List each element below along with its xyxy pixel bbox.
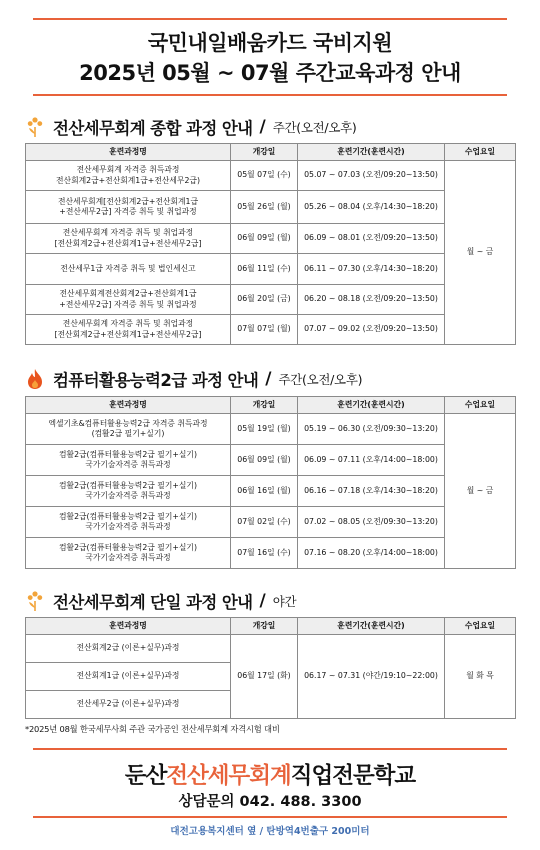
footer-bottom-divider [33,816,507,818]
start-date: 06월 09일 (월) [231,445,298,476]
start-date: 05월 26일 (월) [231,191,298,224]
flower-icon [25,590,45,612]
column-header: 수업요일 [445,618,516,635]
column-header: 훈련기간(훈련시간) [298,397,445,414]
school-name [0,758,540,790]
contact-phone: 상담문의 042. 488. 3300 [178,794,362,810]
start-date: 06월 16일 (월) [231,476,298,507]
section2-heading [25,367,362,391]
address: 대전고용복지센터 옆 / 탄방역4번출구 200미터 [170,826,370,837]
column-header: 개강일 [231,618,298,635]
period: 06.20 ~ 08.18 (오전/09:20~13:50) [298,285,445,315]
section1-slash: / [259,117,266,137]
period: 07.02 ~ 08.05 (오전/09:30~13:20) [298,507,445,538]
school-name-prefix: 둔산 [124,763,167,789]
school-name-accent: 전산세무회계 [166,763,291,789]
table-header-row [26,618,516,635]
section3-slash: / [259,591,266,611]
column-header: 수업요일 [445,144,516,161]
start-date: 05월 19일 (월) [231,414,298,445]
course-name: 전산세무2급 (이론+실무)과정 [26,691,231,719]
column-header: 수업요일 [445,397,516,414]
course-name: 엑셀기초&컴퓨터활용능력2급 자격증 취득과정 (컴활2급 필기+실기) [48,418,208,438]
period: 06.11 ~ 07.30 (오후/14:30~18:20) [298,254,445,285]
course-name: 컴활2급(컴퓨터활용능력2급 필기+실기) 국가기술자격증 취득과정 [59,511,197,531]
period: 06.16 ~ 07.18 (오후/14:30~18:20) [298,476,445,507]
course-name: 컴활2급(컴퓨터활용능력2급 필기+실기) 국가기술자격증 취득과정 [59,542,197,562]
footnote: *2025년 08월 한국세무사회 주관 국가공인 전산세무회계 자격시험 대비 [25,724,280,734]
course-name: 전산세무회계전산회계2급+전산회계1급 +전산세무2급] 자격증 취득 및 취업과정 [59,289,197,309]
column-header: 훈련기간(훈련시간) [298,618,445,635]
class-days: 월 ~ 금 [445,161,516,345]
class-days: 월 ~ 금 [445,414,516,569]
title-divider [33,94,507,96]
start-date: 07월 02일 (수) [231,507,298,538]
page-title-line2: 2025년 05월 ~ 07월 주간교육과정 안내 [79,61,461,85]
page-title-line1: 국민내일배움카드 국비지원 [147,31,393,55]
section2-subtitle: 주간(오전/오후) [278,372,363,387]
section3-title: 전산세무회계 단일 과정 안내 [53,593,253,612]
class-days: 월 화 목 [445,635,516,719]
column-header: 훈련과정명 [26,618,231,635]
section2-slash: / [265,369,272,389]
course-name: 컴활2급(컴퓨터활용능력2급 필기+실기) 국가기술자격증 취득과정 [59,449,197,469]
period: 07.07 ~ 09.02 (오전/09:20~13:50) [298,315,445,345]
column-header: 훈련과정명 [26,397,231,414]
school-name-suffix: 직업전문학교 [290,763,416,789]
column-header: 훈련과정명 [26,144,231,161]
table-row [26,191,516,224]
course-name: 컴활2급(컴퓨터활용능력2급 필기+실기) 국가기술자격증 취득과정 [59,480,197,500]
section1-title: 전산세무회계 종합 과정 안내 [53,119,253,138]
period: 05.19 ~ 06.30 (오전/09:30~13:20) [298,414,445,445]
start-date: 07월 07일 (월) [231,315,298,345]
table-row [26,414,516,445]
start-date: 05월 07일 (수) [231,161,298,191]
footer-top-divider [33,748,507,750]
section1-table [25,143,516,345]
course-name: 전산세무회계 자격증 취득 및 취업과정 [전산회계2급+전산회계1급+전산세무2급] [54,228,202,248]
start-date: 06월 09일 (월) [231,224,298,254]
table-row [26,635,516,663]
section1-subtitle: 주간(오전/오후) [272,120,357,135]
section2-title: 컴퓨터활용능력2급 과정 안내 [53,371,259,390]
period: 07.16 ~ 08.20 (오후/14:00~18:00) [298,538,445,569]
table-row [26,507,516,538]
section3-heading [25,589,296,613]
column-header: 개강일 [231,397,298,414]
section3-subtitle: 야간 [272,594,297,609]
table-header-row [26,144,516,161]
start-date: 06월 20일 (금) [231,285,298,315]
flame-icon [25,368,45,390]
table-row [26,445,516,476]
period: 06.09 ~ 07.11 (오후/14:00~18:00) [298,445,445,476]
table-row [26,254,516,285]
table-row [26,285,516,315]
flower-icon [25,116,45,138]
table-row [26,315,516,345]
course-name: 전산회계1급 (이론+실무)과정 [26,663,231,691]
column-header: 개강일 [231,144,298,161]
section3-table [25,617,516,719]
period: 06.17 ~ 07.31 (야간/19:10~22:00) [298,635,445,719]
course-name: 전산회계2급 (이론+실무)과정 [26,635,231,663]
table-row [26,161,516,191]
period: 05.07 ~ 07.03 (오전/09:20~13:50) [298,161,445,191]
table-row [26,224,516,254]
course-name: 전산세무회계 자격증 취득과정 전산회계2급+전산회계1급+전산세무2급) [56,165,200,185]
start-date: 07월 16일 (수) [231,538,298,569]
top-divider [33,18,507,20]
section1-heading [25,115,356,139]
start-date: 06월 17일 (화) [231,635,298,719]
period: 06.09 ~ 08.01 (오전/09:20~13:50) [298,224,445,254]
column-header: 훈련기간(훈련시간) [298,144,445,161]
course-name: 전산세무1급 자격증 취득 및 법인세신고 [60,263,196,273]
course-name: 전산세무회계[전산회계2급+전산회계1급 +전산세무2급] 자격증 취득 및 취업과정 [57,196,198,216]
table-header-row [26,397,516,414]
course-name: 전산세무회계 자격증 취득 및 취업과정 [전산회계2급+전산회계1급+전산세무2급] [54,319,202,339]
table-row [26,476,516,507]
start-date: 06월 11일 (수) [231,254,298,285]
period: 05.26 ~ 08.04 (오후/14:30~18:20) [298,191,445,224]
table-row [26,538,516,569]
section2-table [25,396,516,569]
